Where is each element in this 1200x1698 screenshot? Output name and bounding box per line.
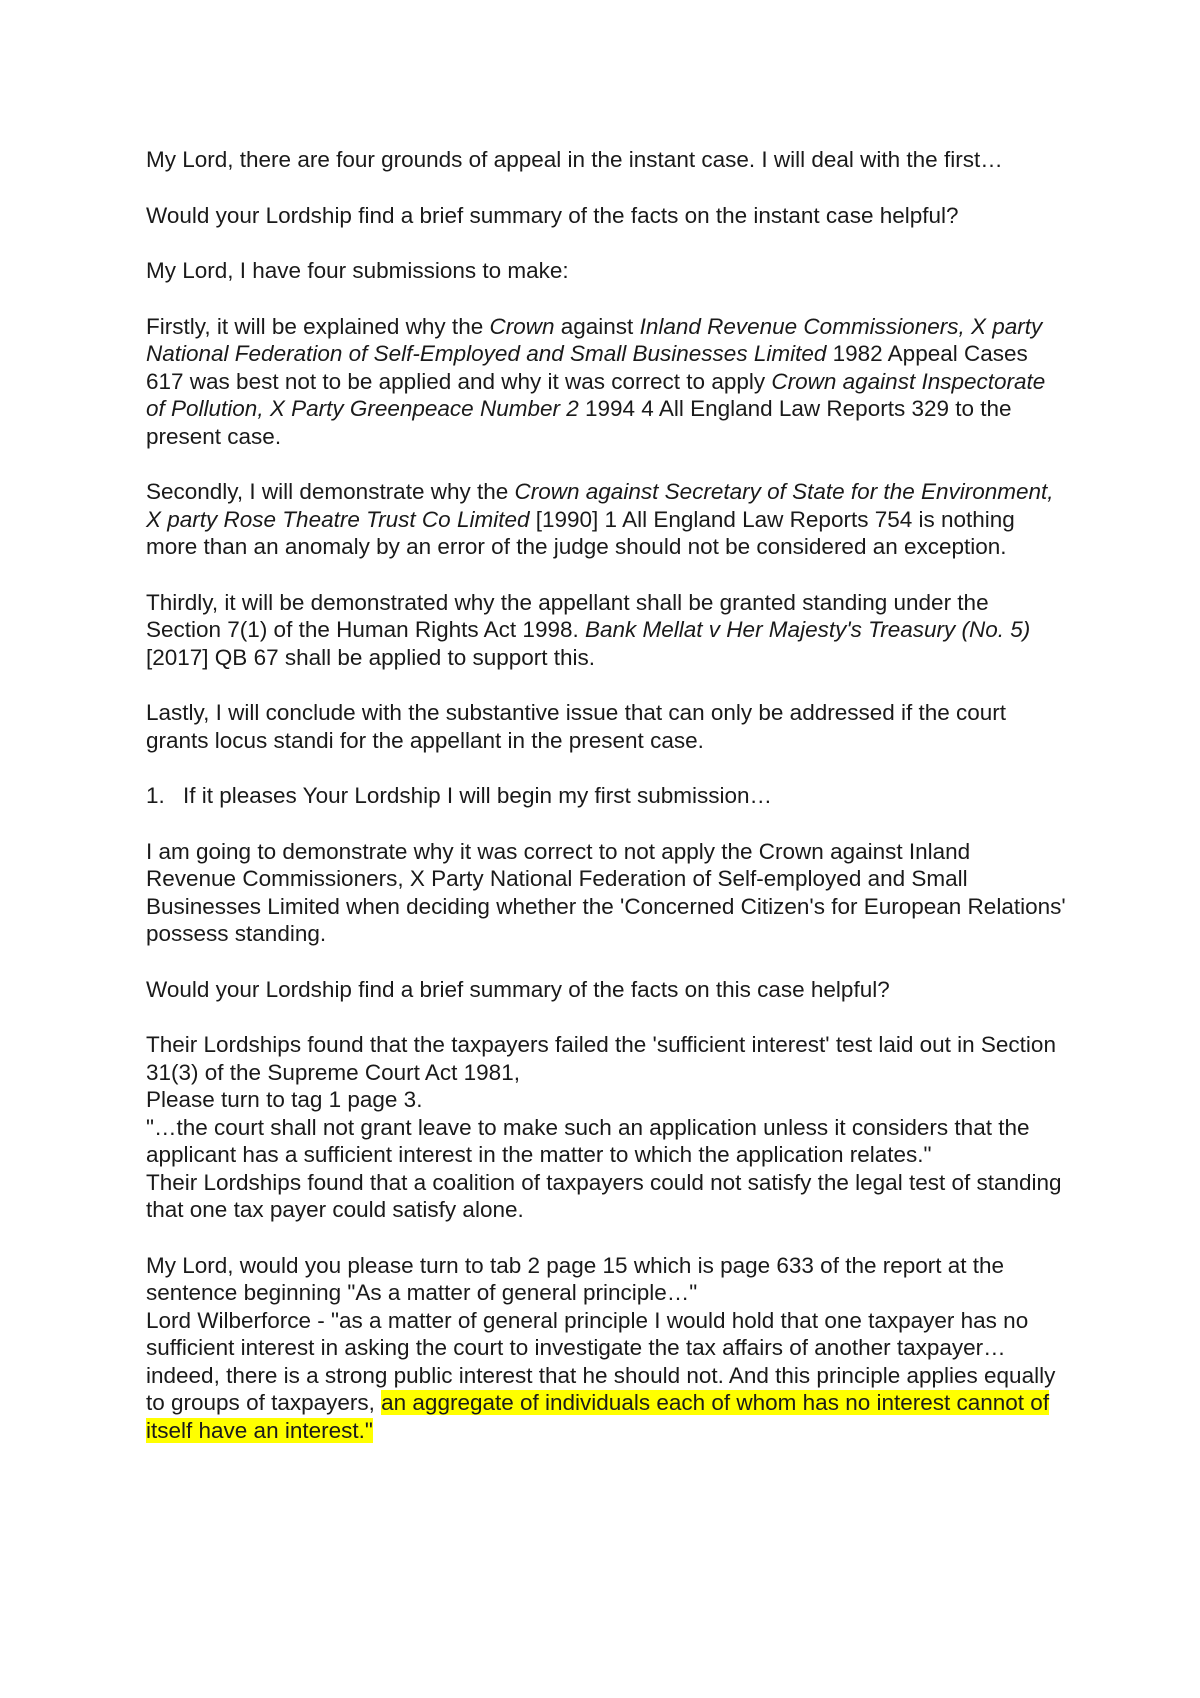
text-run: 1982 Appeal Cases 617 was best not to be applied and why it was correct to apply: [146, 341, 1028, 394]
paragraph-demonstrate: I am going to demonstrate why it was correct to not apply the Crown against Inland Revenue Commissioners, X Party National Federation of Self-employed and Small Businesses Limited when deciding whether the 'Concerned Citizen's for European Relations' possess standing.: [146, 838, 1066, 946]
quote-line: Lord Wilberforce - "as a matter of general principle I would hold that one taxpayer has no sufficient interest in asking the court to investigate the tax affairs of another taxpayer… indeed, there is a strong public interest that he should not. And this principle applies equally to groups of taxpayers,: [146, 1307, 1056, 1415]
text-run: 1994 4 All England Law Reports 329 to the present case.: [146, 396, 1012, 449]
numbered-list-item: [146, 782, 1066, 810]
text-run: Firstly, it will be explained why the: [146, 313, 490, 339]
case-name-italic: Inland Revenue Commissioners, X party National Federation of Self-Employed and Small Businesses Limited: [146, 313, 1043, 366]
text-line: Their Lordships found that the taxpayers failed the 'sufficient interest' test laid out in Section 31(3) of the Supreme Court Act 1981,: [146, 1032, 1056, 1085]
paragraph-four-submissions: My Lord, I have four submissions to make:: [146, 258, 569, 283]
text-line: Their Lordships found that a coalition of taxpayers could not satisfy the legal test of standing that one tax payer could satisfy alone.: [146, 1169, 1062, 1222]
case-name-italic: Crown against Inspectorate of Pollution, X Party Greenpeace Number 2: [146, 368, 1046, 421]
text-run: [2017] QB 67 shall be applied to support this.: [146, 644, 596, 670]
list-number: 1.: [146, 783, 165, 808]
paragraph-summary-question-case: Would your Lordship find a brief summary of the facts on this case helpful?: [146, 976, 890, 1002]
highlighted-quote: an aggregate of individuals each of whom has no interest cannot of itself have an interest.": [146, 1390, 1050, 1443]
text-line: Please turn to tag 1 page 3.: [146, 1087, 423, 1112]
paragraph-firstly: [146, 313, 1066, 451]
list-item-text: If it pleases Your Lordship I will begin my first submission…: [183, 783, 773, 808]
text-run: [1990] 1 All England Law Reports 754 is nothing more than an anomaly by an error of the judge should not be considered an exception.: [146, 506, 1015, 559]
text-run: against: [554, 313, 640, 339]
paragraph-secondly: [146, 478, 1066, 561]
text-line: My Lord, would you please turn to tab 2 page 15 which is page 633 of the report at the sentence beginning "As a matter of general principle…": [146, 1252, 1005, 1305]
text-run: Secondly, I will demonstrate why the: [146, 479, 515, 504]
text-run: Thirdly, it will be demonstrated why the appellant shall be granted standing under the Section 7(1) of the Human Rights Act 1998.: [146, 589, 989, 642]
case-name-italic: Crown against Secretary of State for the Environment, X party Rose Theatre Trust Co Limited: [146, 479, 1054, 532]
paragraph-wilberforce: [146, 1252, 1066, 1445]
paragraph-thirdly: [146, 589, 1066, 672]
case-name-italic: Bank Mellat v Her Majesty's Treasury (No. 5): [585, 617, 1031, 642]
document-page: [146, 146, 1066, 1444]
paragraph-grounds-of-appeal: My Lord, there are four grounds of appeal in the instant case. I will deal with the first…: [146, 147, 1003, 172]
paragraph-lastly: Lastly, I will conclude with the substantive issue that can only be addressed if the court grants locus standi for the appellant in the present case.: [146, 700, 1007, 753]
quote-line: "…the court shall not grant leave to make such an application unless it considers that the applicant has a sufficient interest in the matter to which the application relates.": [146, 1114, 1030, 1167]
case-name-italic: Crown: [489, 313, 555, 339]
paragraph-lordships-found: [146, 1031, 1066, 1224]
paragraph-summary-question-instant: Would your Lordship find a brief summary of the facts on the instant case helpful?: [146, 202, 959, 228]
